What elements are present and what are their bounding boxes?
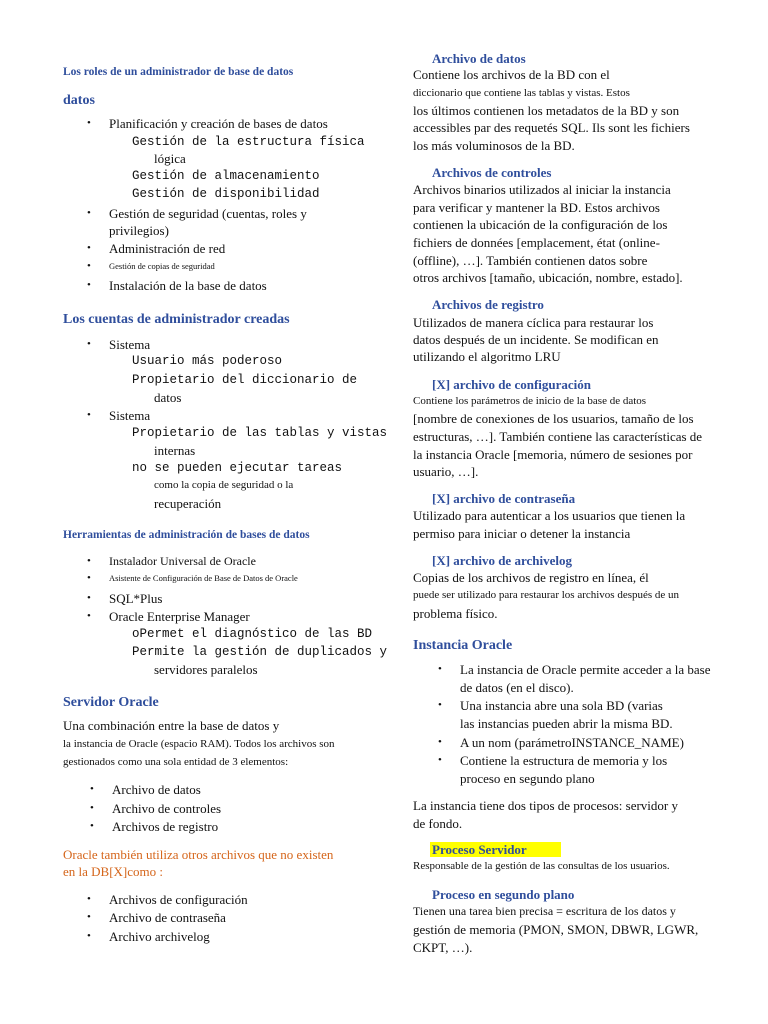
archivo-archivelog-text: Copias de los archivos de registro en línea, él	[413, 570, 649, 585]
bullet-icon: •	[87, 555, 91, 567]
cuenta-subitem: Usuario más poderoso	[132, 354, 283, 368]
archivo-datos-heading: Archivo de datos	[432, 51, 526, 66]
bullet-icon: •	[87, 242, 91, 254]
instancia-item-cont: proceso en segundo plano	[460, 771, 595, 786]
archivos-controles-text: otros archivos [tamaño, ubicación, nombre, estado].	[413, 270, 683, 285]
servidor-text: gestionados como una sola entidad de 3 elementos:	[63, 756, 289, 768]
roles-heading-line1: Los roles de un administrador de base de datos	[63, 66, 294, 78]
bullet-icon: •	[438, 699, 442, 711]
bullet-icon: •	[90, 783, 94, 795]
elemento-item: Archivos de registro	[112, 819, 219, 834]
cuenta-item: Sistema	[109, 408, 151, 423]
bullet-icon: •	[87, 260, 91, 272]
bullet-icon: •	[87, 911, 91, 923]
cuenta-subitem-cont: internas	[154, 443, 196, 458]
bullet-icon: •	[90, 802, 94, 814]
instancia-item: A un nom (parámetroINSTANCE_NAME)	[460, 735, 684, 750]
elemento-item: Archivo de controles	[112, 801, 222, 816]
archivos-controles-text: fichiers de données [emplacement, état (online-	[413, 235, 660, 250]
bullet-icon: •	[87, 930, 91, 942]
herramienta-item: SQL*Plus	[109, 591, 163, 606]
instancia-item: Una instancia abre una sola BD (varias	[460, 698, 663, 713]
servidor-text: la instancia de Oracle (espacio RAM). Todos los archivos son	[63, 738, 335, 750]
archivo-contrasena-text: permiso para iniciar o detener la instancia	[413, 526, 631, 541]
archivo-config-text: Contiene los parámetros de inicio de la base de datos	[413, 395, 647, 407]
bullet-icon: •	[87, 207, 91, 219]
archivo-archivelog-text: puede ser utilizado para restaurar los archivos después de un	[413, 589, 680, 601]
archivo-archivelog-text: problema físico.	[413, 606, 498, 621]
role-item: Instalación de la base de datos	[109, 278, 267, 293]
archivo-config-text: [nombre de conexiones de los usuarios, tamaño de los	[413, 411, 694, 426]
bullet-icon: •	[87, 117, 91, 129]
elemento-item: Archivo de datos	[112, 782, 201, 797]
role-item: Planificación y creación de bases de datos	[109, 116, 328, 131]
archivos-controles-text: Archivos binarios utilizados al iniciar la instancia	[413, 182, 671, 197]
cuenta-subitem: Propietario de las tablas y vistas	[132, 426, 388, 440]
cuenta-subitem-cont: como la copia de seguridad o la	[154, 479, 294, 491]
otro-archivo-item: Archivos de configuración	[109, 892, 248, 907]
cuenta-subitem-cont: datos	[154, 390, 182, 405]
proceso-segundo-text: Tienen una tarea bien precisa = escritura de los datos y	[413, 904, 676, 918]
archivo-datos-text: diccionario que contiene las tablas y vistas. Estos	[413, 87, 630, 99]
proceso-segundo-heading: Proceso en segundo plano	[432, 887, 575, 902]
servidor-text: Una combinación entre la base de datos y	[63, 718, 280, 733]
role-item-cont: privilegios)	[109, 223, 169, 238]
otro-archivo-item: Archivo de contraseña	[109, 910, 226, 925]
cuentas-heading: Los cuentas de administrador creadas	[63, 312, 290, 327]
procesos-text: de fondo.	[413, 816, 463, 831]
herramienta-item: Oracle Enterprise Manager	[109, 609, 250, 624]
archivos-controles-text: para verificar y mantener la BD. Estos archivos	[413, 200, 660, 215]
role-subitem: Gestión de disponibilidad	[132, 187, 320, 201]
archivo-contrasena-heading: [X] archivo de contraseña	[432, 491, 576, 506]
proceso-segundo-text: gestión de memoria (PMON, SMON, DBWR, LGWR,	[413, 922, 699, 937]
role-subitem-cont: lógica	[154, 151, 186, 166]
archivos-controles-text: contienen la ubicación de la configuración de los	[413, 217, 668, 232]
role-item: Administración de red	[109, 241, 226, 256]
bullet-icon: •	[438, 736, 442, 748]
archivos-controles-heading: Archivos de controles	[432, 165, 552, 180]
servidor-heading: Servidor Oracle	[63, 695, 159, 710]
bullet-icon: •	[87, 592, 91, 604]
herramienta-item: Instalador Universal de Oracle	[109, 554, 256, 568]
role-item: Gestión de copias de seguridad	[109, 261, 215, 271]
instancia-item: Contiene la estructura de memoria y los	[460, 753, 668, 768]
archivo-config-text: usuario, …].	[413, 464, 479, 479]
highlight-marker: Proceso Servidor	[430, 842, 561, 857]
bullet-icon: •	[90, 820, 94, 832]
cuenta-subitem: Propietario del diccionario de	[132, 373, 358, 387]
archivo-datos-text: Contiene los archivos de la BD con el	[413, 67, 610, 82]
archivos-registro-text: utilizando el algoritmo LRU	[413, 349, 561, 364]
archivo-config-text: la instancia Oracle [memoria, número de sesiones por	[413, 447, 693, 462]
otro-archivo-item: Archivo archivelog	[109, 929, 210, 944]
proceso-segundo-text: CKPT, …).	[413, 940, 473, 955]
proceso-servidor-text: Responsable de la gestión de las consultas de los usuarios.	[413, 860, 670, 872]
role-item: Gestión de seguridad (cuentas, roles y	[109, 206, 307, 221]
bullet-icon: •	[87, 572, 91, 584]
archivos-registro-text: datos después de un incidente. Se modifican en	[413, 332, 659, 347]
archivo-config-heading: [X] archivo de configuración	[432, 377, 591, 392]
archivo-archivelog-heading: [X] archivo de archivelog	[432, 553, 572, 568]
instancia-item-cont: las instancias pueden abrir la misma BD.	[460, 716, 673, 731]
otros-archivos-note: en la DB[X]como :	[63, 864, 164, 879]
bullet-icon: •	[87, 279, 91, 291]
roles-heading-line2: datos	[63, 93, 95, 108]
bullet-icon: •	[87, 409, 91, 421]
archivos-controles-text: (offline), …]. También contienen datos sobre	[413, 253, 648, 268]
herramienta-item: Asistente de Configuración de Base de Datos de Oracle	[109, 573, 298, 583]
otros-archivos-note: Oracle también utiliza otros archivos que no existen	[63, 847, 334, 862]
bullet-icon: •	[87, 610, 91, 622]
archivo-datos-text: los últimos contienen los metadatos de la BD y son	[413, 103, 680, 118]
bullet-icon: •	[438, 754, 442, 766]
role-subitem: Gestión de la estructura física	[132, 135, 365, 149]
cuenta-subitem: no se pueden ejecutar tareas	[132, 461, 343, 475]
instancia-item: La instancia de Oracle permite acceder a la base	[460, 662, 711, 677]
bullet-icon: •	[438, 663, 442, 675]
herramientas-heading: Herramientas de administración de bases de datos	[63, 529, 310, 541]
herramienta-subitem: Permite la gestión de duplicados y	[132, 645, 388, 659]
archivo-datos-text: los más voluminosos de la BD.	[413, 138, 575, 153]
cuenta-item: Sistema	[109, 337, 151, 352]
herramienta-subitem: oPermet el diagnóstico de las BD	[132, 627, 373, 641]
archivo-contrasena-text: Utilizado para autenticar a los usuarios que tienen la	[413, 508, 686, 523]
bullet-icon: •	[87, 338, 91, 350]
instancia-heading: Instancia Oracle	[413, 638, 513, 653]
role-subitem: Gestión de almacenamiento	[132, 169, 320, 183]
bullet-icon: •	[87, 893, 91, 905]
archivo-datos-text: accessibles par des requetés SQL. Ils sont les fichiers	[413, 120, 690, 135]
archivo-config-text: estructuras, …]. También contiene las características de	[413, 429, 703, 444]
herramienta-subitem-cont: servidores paralelos	[154, 662, 258, 677]
procesos-text: La instancia tiene dos tipos de procesos: servidor y	[413, 798, 678, 813]
proceso-servidor-heading	[430, 843, 561, 858]
instancia-item-cont: de datos (en el disco).	[460, 680, 574, 695]
cuenta-subitem-cont: recuperación	[154, 496, 222, 511]
archivos-registro-heading: Archivos de registro	[432, 297, 544, 312]
archivos-registro-text: Utilizados de manera cíclica para restaurar los	[413, 315, 654, 330]
